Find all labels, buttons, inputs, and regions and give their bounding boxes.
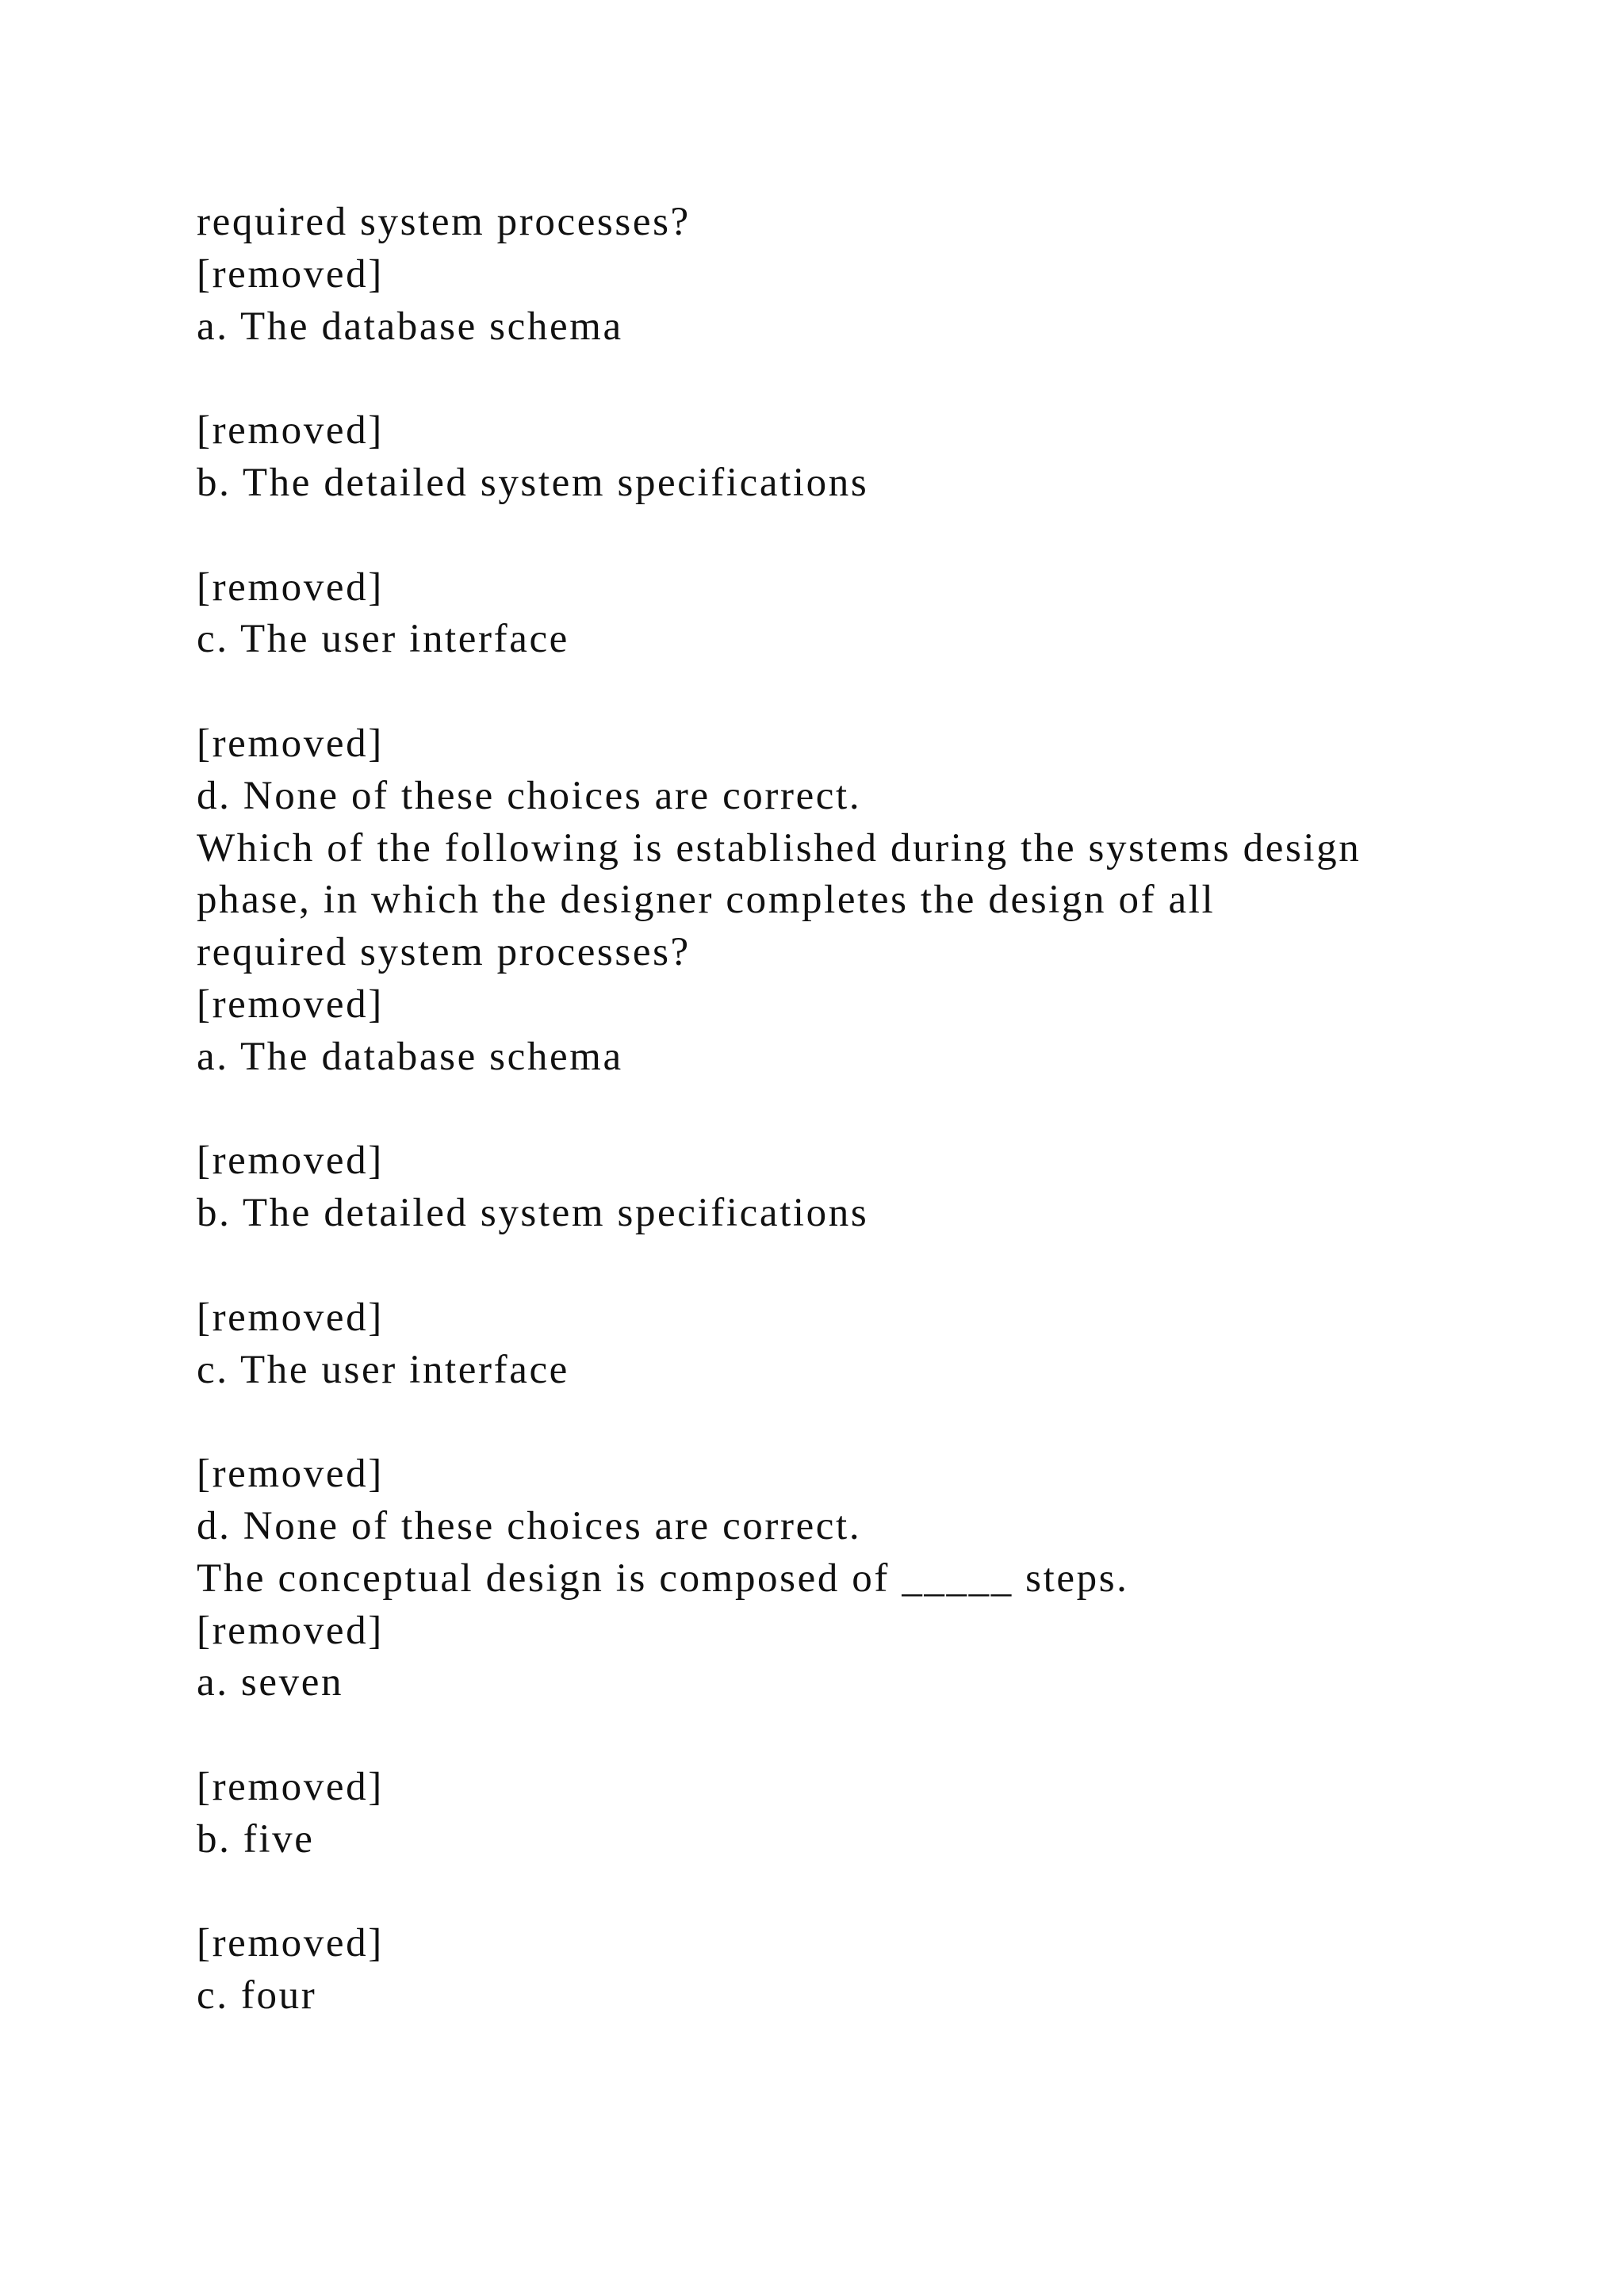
blank-line <box>197 1084 1545 1136</box>
question-text-line: Which of the following is established during the systems design <box>197 825 1362 871</box>
answer-option: a. seven <box>197 1660 344 1705</box>
removed-marker: [removed] <box>197 1608 384 1653</box>
removed-marker: [removed] <box>197 982 384 1027</box>
removed-marker: [removed] <box>197 1921 384 1966</box>
blank-line <box>197 1709 1545 1762</box>
blank-line <box>197 353 1545 405</box>
blank-line <box>197 1396 1545 1448</box>
blank-line <box>197 510 1545 562</box>
removed-marker: [removed] <box>197 408 384 453</box>
blank-line <box>197 1866 1545 1919</box>
answer-option: b. The detailed system specifications <box>197 460 869 505</box>
document-text <box>197 197 1545 2022</box>
answer-option: c. The user interface <box>197 617 569 662</box>
removed-marker: [removed] <box>197 1138 384 1184</box>
answer-option: b. The detailed system specifications <box>197 1191 869 1236</box>
answer-option: c. four <box>197 1973 317 2019</box>
answer-option: a. The database schema <box>197 1034 623 1079</box>
blank-line <box>197 1240 1545 1292</box>
answer-option: b. five <box>197 1816 315 1862</box>
answer-option: a. The database schema <box>197 304 623 349</box>
removed-marker: [removed] <box>197 1295 384 1340</box>
question-text-line: phase, in which the designer completes the design of all <box>197 878 1216 923</box>
removed-marker: [removed] <box>197 564 384 610</box>
question-text-line: required system processes? <box>197 930 691 975</box>
answer-option: c. The user interface <box>197 1347 569 1392</box>
question-text-line: required system processes? <box>197 200 691 244</box>
removed-marker: [removed] <box>197 1764 384 1809</box>
answer-option: d. None of these choices are correct. <box>197 1503 862 1548</box>
removed-marker: [removed] <box>197 1452 384 1497</box>
removed-marker: [removed] <box>197 251 384 297</box>
blank-line <box>197 666 1545 718</box>
answer-option: d. None of these choices are correct. <box>197 773 862 818</box>
removed-marker: [removed] <box>197 721 384 766</box>
question-text-line: The conceptual design is composed of _____ steps. <box>197 1556 1129 1601</box>
